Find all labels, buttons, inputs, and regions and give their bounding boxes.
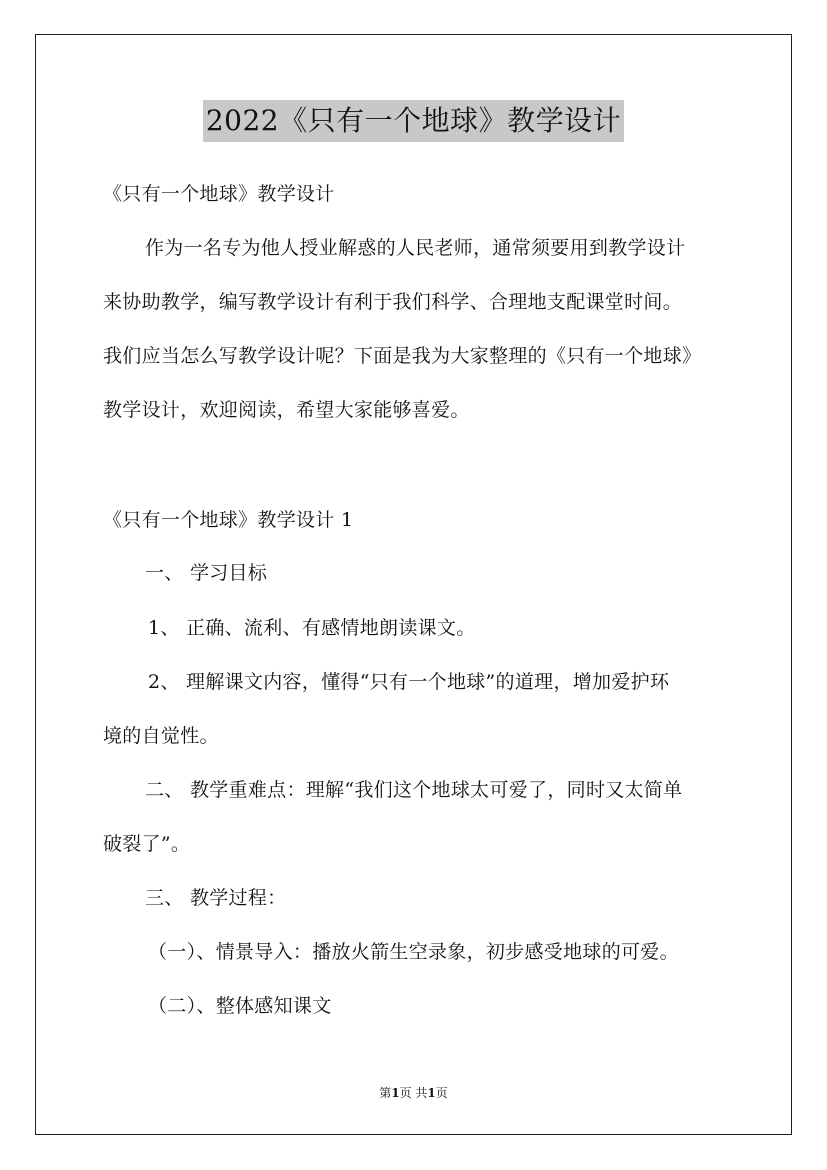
- list-item: 二、 教学重难点：理解“我们这个地球太可爱了，同时又太简单: [145, 779, 683, 801]
- document-title: 2022《只有一个地球》教学设计: [203, 100, 624, 142]
- footer-page-prefix: 第: [379, 1086, 392, 1100]
- footer-total-pages: 1: [427, 1086, 436, 1100]
- footer-page-number: 1: [391, 1086, 400, 1100]
- list-item: 2、 理解课文内容，懂得“只有一个地球”的道理，增加爱护环: [148, 671, 670, 693]
- list-item: 三、 教学过程：: [145, 887, 287, 909]
- subtitle-line: 《只有一个地球》教学设计: [103, 183, 335, 205]
- list-item: （一）、情景导入：播放火箭生空录象，初步感受地球的可爱。: [148, 941, 679, 963]
- paragraph-line: 教学设计，欢迎阅读，希望大家能够喜爱。: [103, 399, 470, 421]
- paragraph-line: 我们应当怎么写教学设计呢？下面是我为大家整理的《只有一个地球》: [103, 345, 702, 367]
- list-item: 一、 学习目标: [145, 562, 268, 584]
- list-item: （二）、整体感知课文: [148, 995, 332, 1017]
- list-item-continuation: 破裂了”。: [103, 833, 191, 855]
- section-heading: 《只有一个地球》教学设计 1: [103, 509, 354, 531]
- footer-page-suffix: 页: [435, 1086, 448, 1100]
- list-item: 1、 正确、流利、有感情地朗读课文。: [148, 617, 476, 639]
- page-footer: [0, 1084, 827, 1101]
- paragraph-line: 来协助教学，编写教学设计有利于我们科学、合理地支配课堂时间。: [103, 291, 683, 313]
- list-item-continuation: 境的自觉性。: [103, 725, 219, 747]
- title-container: [0, 100, 827, 142]
- footer-page-mid: 页 共: [399, 1086, 428, 1100]
- paragraph-line: 作为一名专为他人授业解惑的人民老师，通常须要用到教学设计: [145, 237, 686, 259]
